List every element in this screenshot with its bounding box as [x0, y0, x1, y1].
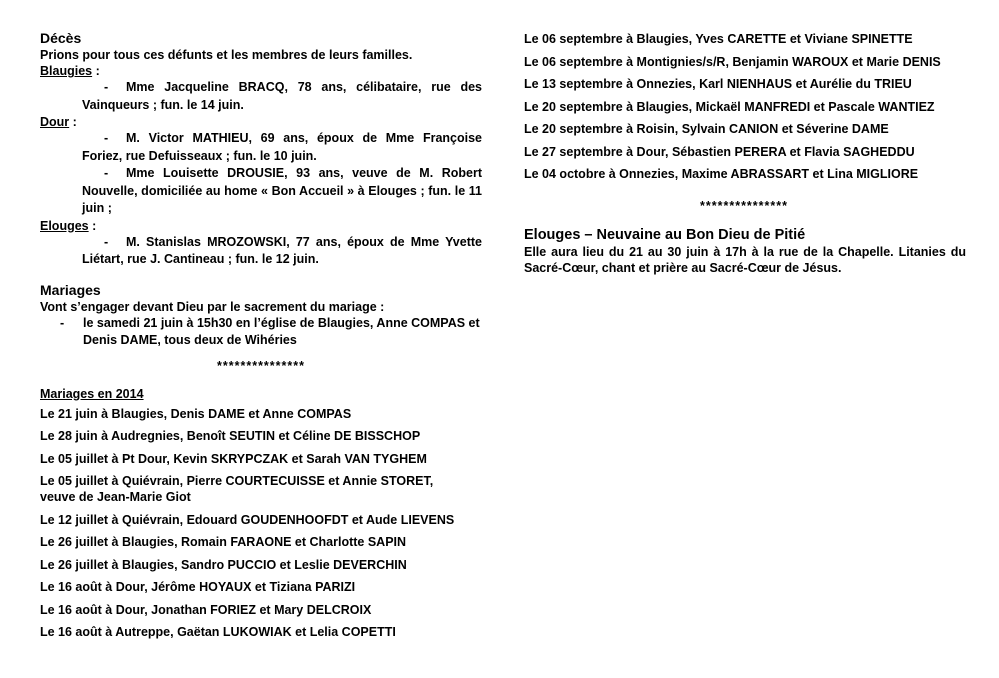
list-item: Le 12 juillet à Quiévrain, Edouard GOUDENHOOFDT et Aude LIEVENS: [40, 512, 455, 527]
list-item: Le 27 septembre à Dour, Sébastien PERERA et Flavia SAGHEDDU: [524, 144, 915, 159]
list-item: Le 04 octobre à Onnezies, Maxime ABRASSART et Lina MIGLIORE: [524, 167, 919, 181]
deces-entry: - Mme Jacqueline BRACQ, 78 ans, célibataire, rue des Vainqueurs ; fun. le 14 juin.: [82, 80, 482, 112]
deces-place-blaugies: Blaugies : - Mme Jacqueline BRACQ, 78 ans, célibataire, rue des Vainqueurs ; fun. le 14 juin.: [40, 63, 482, 114]
list-item: Le 06 septembre à Blaugies, Yves CARETTE et Viviane SPINETTE: [524, 32, 913, 46]
list-item: Le 16 août à Autreppe, Gaëtan LUKOWIAK et Lelia COPETTI: [40, 625, 396, 639]
list-item: Le 26 juillet à Blaugies, Romain FARAONE et Charlotte SAPIN: [40, 535, 407, 549]
left-column: [40, 30, 482, 647]
list-item: Le 05 juillet à Quiévrain, Pierre COURTECUISSE et Annie STORET, veuve de Jean-Marie Giot: [40, 474, 434, 504]
list-item: Le 05 juillet à Pt Dour, Kevin SKRYPCZAK et Sarah VAN TYGHEM: [40, 451, 427, 466]
deces-intro: Prions pour tous ces défunts et les membres de leurs familles.: [40, 48, 413, 62]
place-name: Elouges: [40, 218, 89, 233]
right-column: [524, 31, 966, 276]
deces-place-dour: Dour : - M. Victor MATHIEU, 69 ans, époux de Mme Françoise Foriez, rue Defuisseaux ; fun. le 10 juin. - Mme Louisette DROUSIE, 93 ans, veuve de M. Robert Nouvelle, domiciliée au home « Bon Accueil » à Elouges ; fun. le 11 juin ;: [40, 114, 482, 218]
list-item: Le 16 août à Dour, Jonathan FORIEZ et Mary DELCROIX: [40, 602, 372, 617]
mariage-item: - le samedi 21 juin à 15h30 en l’église de Blaugies, Anne COMPAS et Denis DAME, tous deux de Wihéries: [60, 315, 480, 347]
deces-place-elouges: Elouges : - M. Stanislas MROZOWSKI, 77 ans, époux de Mme Yvette Liétart, rue J. Cantineau ; fun. le 12 juin.: [40, 218, 482, 269]
separator: ***************: [217, 358, 305, 373]
mariages-2014-title: Mariages en 2014: [40, 386, 144, 401]
deces-entry: - M. Victor MATHIEU, 69 ans, époux de Mme Françoise Foriez, rue Defuisseaux ; fun. le 10 juin.: [82, 131, 482, 163]
deces-title: Décès: [40, 30, 82, 46]
place-name: Dour: [40, 115, 70, 129]
list-item: Le 28 juin à Audregnies, Benoît SEUTIN et Céline DE BISSCHOP: [40, 429, 421, 443]
list-item: Le 06 septembre à Montignies/s/R, Benjamin WAROUX et Marie DENIS: [524, 54, 941, 69]
list-item: Le 16 août à Dour, Jérôme HOYAUX et Tiziana PARIZI: [40, 580, 356, 594]
place-name: Blaugies: [40, 64, 93, 78]
mariages-title: Mariages: [40, 281, 101, 298]
list-item: Le 13 septembre à Onnezies, Karl NIENHAUS et Aurélie du TRIEU: [524, 77, 912, 91]
mariages-intro: Vont s’engager devant Dieu par le sacrement du mariage :: [40, 299, 385, 314]
neuvaine-title: Elouges – Neuvaine au Bon Dieu de Pitié: [524, 226, 806, 243]
list-item: Le 26 juillet à Blaugies, Sandro PUCCIO et Leslie DEVERCHIN: [40, 557, 407, 572]
list-item: Le 20 septembre à Blaugies, Mickaël MANFREDI et Pascale WANTIEZ: [524, 99, 935, 114]
list-item: Le 21 juin à Blaugies, Denis DAME et Anne COMPAS: [40, 406, 352, 421]
list-item: Le 20 septembre à Roisin, Sylvain CANION et Séverine DAME: [524, 122, 889, 136]
deces-entry: - M. Stanislas MROZOWSKI, 77 ans, époux de Mme Yvette Liétart, rue J. Cantineau ; fun. le 12 juin.: [82, 234, 482, 266]
neuvaine-text: Elle aura lieu du 21 au 30 juin à 17h à la rue de la Chapelle. Litanies du Sacré-Cœur, chant et prière au Sacré-Cœur de Jésus.: [524, 244, 966, 275]
separator: ***************: [700, 198, 788, 213]
deces-entry: - Mme Louisette DROUSIE, 93 ans, veuve de M. Robert Nouvelle, domiciliée au home « Bon Accueil » à Elouges ; fun. le 11 juin ;: [82, 166, 482, 215]
